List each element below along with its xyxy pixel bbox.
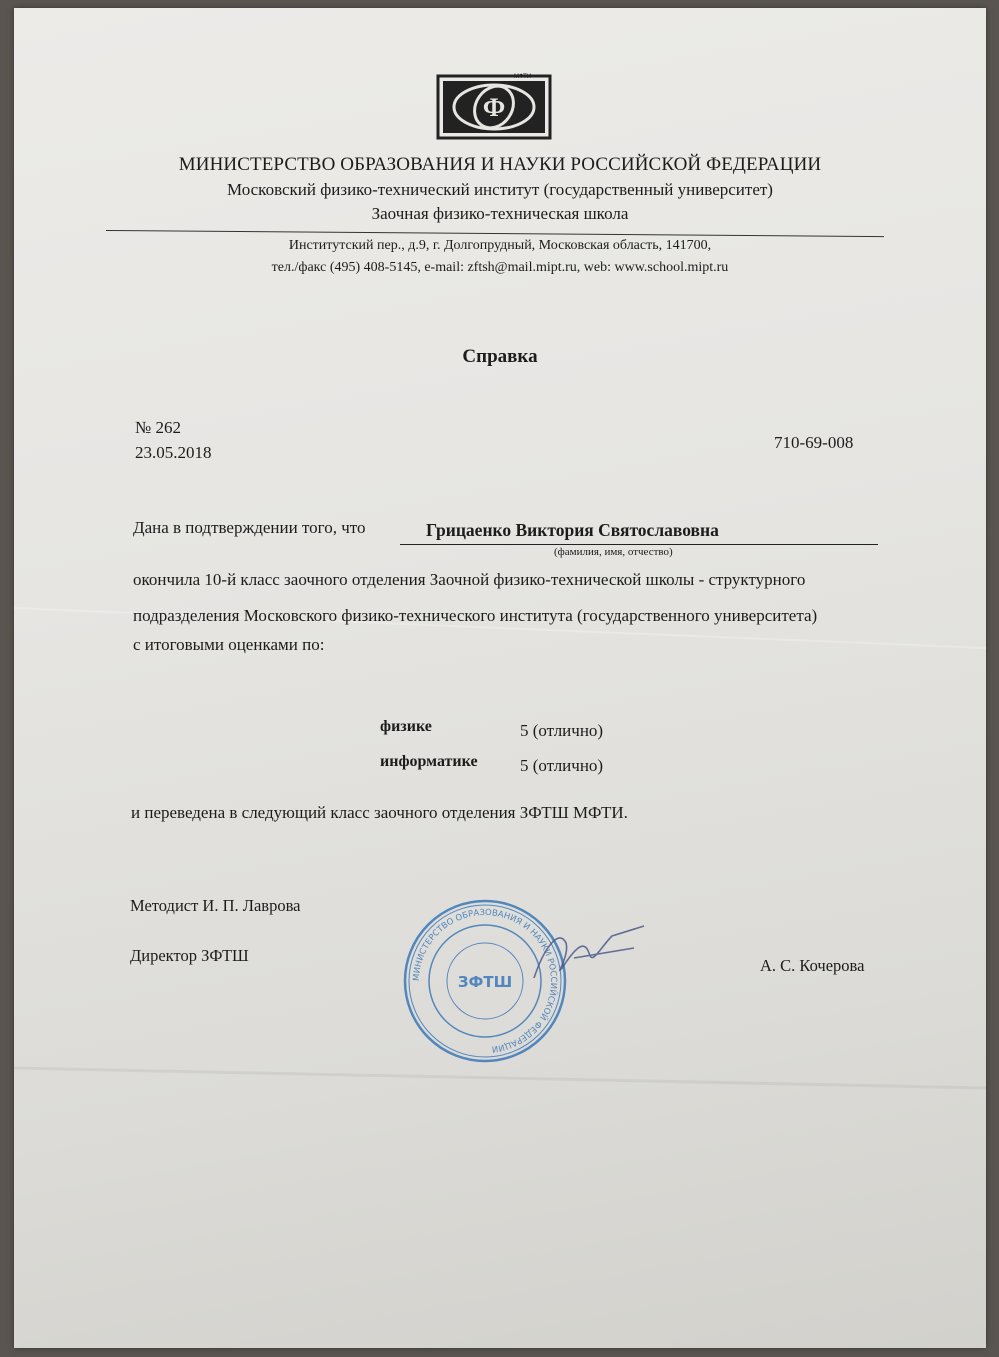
- student-name: Грицаенко Виктория Святославовна: [426, 520, 719, 540]
- name-hint: (фамилия, имя, отчество): [554, 546, 673, 558]
- grade-value: 5 (отлично): [520, 721, 604, 740]
- body-line-2: подразделения Московского физико-технического института (государственного университета): [133, 606, 818, 625]
- document-title: Справка: [462, 346, 538, 367]
- svg-text:Ф: Ф: [482, 93, 506, 122]
- school-name: Заочная физико-техническая школа: [371, 204, 629, 223]
- ministry-heading: МИНИСТЕРСТВО ОБРАЗОВАНИЯ И НАУКИ РОССИЙСКОЙ ФЕДЕРАЦИИ: [178, 154, 822, 175]
- document-sheet: [14, 8, 986, 1348]
- name-underline: [400, 544, 878, 545]
- grade-value: 5 (отлично): [520, 756, 604, 775]
- institute-name: Московский физико-технический институт (государственный университет): [227, 180, 773, 199]
- methodist-signature-line: Методист И. П. Лаврова: [130, 896, 301, 915]
- intro-text: Дана в подтверждении того, что: [133, 518, 366, 537]
- document-code: 710-69-008: [774, 433, 854, 452]
- address-line: Институтский пер., д.9, г. Долгопрудный, Московская область, 141700,: [288, 238, 712, 253]
- director-name: А. С. Кочерова: [760, 956, 865, 975]
- grade-subject: физике: [380, 718, 432, 735]
- contact-line: тел./факс (495) 408-5145, e-mail: zftsh@mail.mipt.ru, web: www.school.mipt.ru: [271, 260, 729, 275]
- svg-text:ЗФТШ: ЗФТШ: [457, 973, 513, 991]
- body-line-4: и переведена в следующий класс заочного отделения ЗФТШ МФТИ.: [131, 803, 628, 822]
- director-title: Директор ЗФТШ: [130, 946, 249, 965]
- mipt-logo: [436, 70, 552, 140]
- body-line-3: с итоговыми оценками по:: [133, 635, 325, 654]
- grade-subject: информатике: [380, 753, 478, 770]
- director-signature: [504, 908, 654, 998]
- svg-text:МФТИ: МФТИ: [514, 74, 532, 80]
- document-date: 23.05.2018: [135, 443, 212, 462]
- document-number: № 262: [135, 418, 181, 437]
- svg-text:МИНИСТЕРСТВО ОБРАЗОВАНИЯ И НАУ: МИНИСТЕРСТВО ОБРАЗОВАНИЯ И НАУКИ РОССИЙСКОЙ ФЕДЕРАЦИИ: [411, 907, 559, 1054]
- body-line-1: окончила 10-й класс заочного отделения Заочной физико-технической школы - структурного: [133, 570, 806, 589]
